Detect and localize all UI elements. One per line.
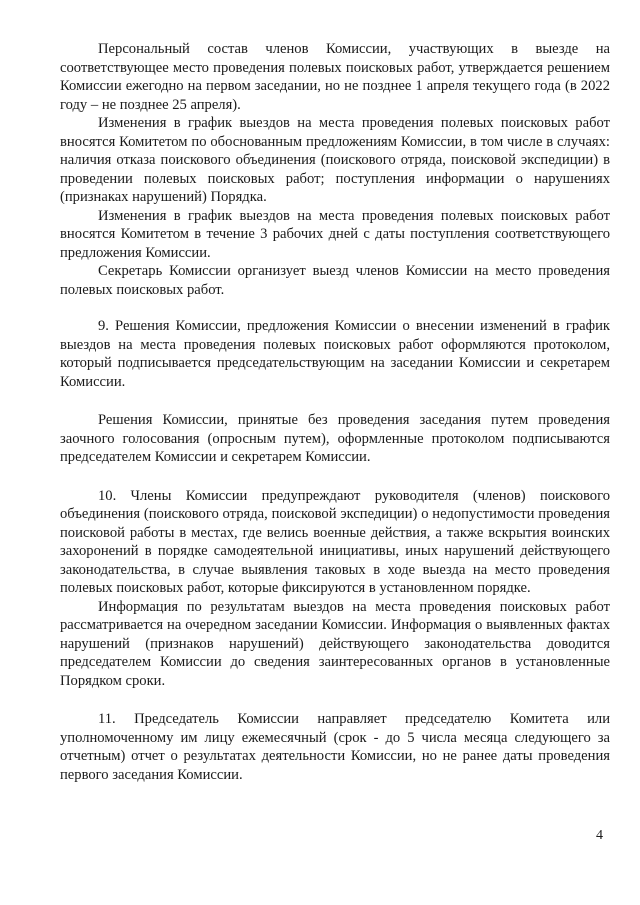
paragraph-item-10: 10. Члены Комиссии предупреждают руководителя (членов) поискового объединения (поискового отряда, поисковой экспедиции) о недопустимости проведения поисковой работы в местах, где велись военные действия, а также вскрытия воинских захоронений в порядке самодеятельной инициативы, иных нарушений действующего законодательства, в случае выявления таковых в ходе выезда на место проведения полевых поисковых работ, которые фиксируются в установленном порядке. bbox=[60, 487, 610, 596]
paragraph-absentee-decisions: Решения Комиссии, принятые без проведения заседания путем проведения заочного голосования (опросным путем), оформленные протоколом подписываются председателем Комиссии и секретарем Комиссии. bbox=[60, 412, 610, 465]
paragraph-secretary-organizes: Секретарь Комиссии организует выезд членов Комиссии на место проведения полевых поисковых работ. bbox=[60, 263, 610, 298]
paragraph-item-11: 11. Председатель Комиссии направляет председателю Комитета или уполномоченному им лицу ежемесячный (срок - до 5 числа месяца следующего за отчетным) отчет о результатах деятельности Комиссии, но не ранее даты проведения первого заседания Комиссии. bbox=[60, 711, 610, 783]
page-number: 4 bbox=[596, 828, 603, 843]
paragraph-item-9: 9. Решения Комиссии, предложения Комиссии о внесении изменений в график выездов на места проведения полевых поисковых работ оформляются протоколом, который подписывается председательствующим на заседании Комиссии и секретарем Комиссии. bbox=[60, 318, 610, 390]
paragraph-results-information: Информация по результатам выездов на места проведения поисковых работ рассматривается на очередном заседании Комиссии. Информация о выявленных фактах нарушений (признаков нарушений) действующего законодательства доводится председателем Комиссии до сведения заинтересованных органов в установленные Порядком сроки. bbox=[60, 598, 610, 689]
document-page bbox=[60, 40, 610, 784]
paragraph-personnel-composition: Персональный состав членов Комиссии, участвующих в выезде на соответствующее место проведения полевых поисковых работ, утверждается решением Комиссии ежегодно на первом заседании, но не позднее 1 апреля текущего года (в 2022 году – не позднее 25 апреля). bbox=[60, 41, 610, 113]
paragraph-schedule-changes-term: Изменения в график выездов на места проведения полевых поисковых работ вносятся Комитетом в течение 3 рабочих дней с даты поступления соответствующего предложения Комиссии. bbox=[60, 207, 610, 261]
paragraph-schedule-changes: Изменения в график выездов на места проведения полевых поисковых работ вносятся Комитетом по обоснованным предложениям Комиссии, в том числе в случаях: наличия отказа поискового объединения (поискового отряда, поисковой экспедиции) в проведении полевых поисковых работ; поступления информации о нарушениях (признаках нарушений) Порядка. bbox=[60, 115, 610, 205]
